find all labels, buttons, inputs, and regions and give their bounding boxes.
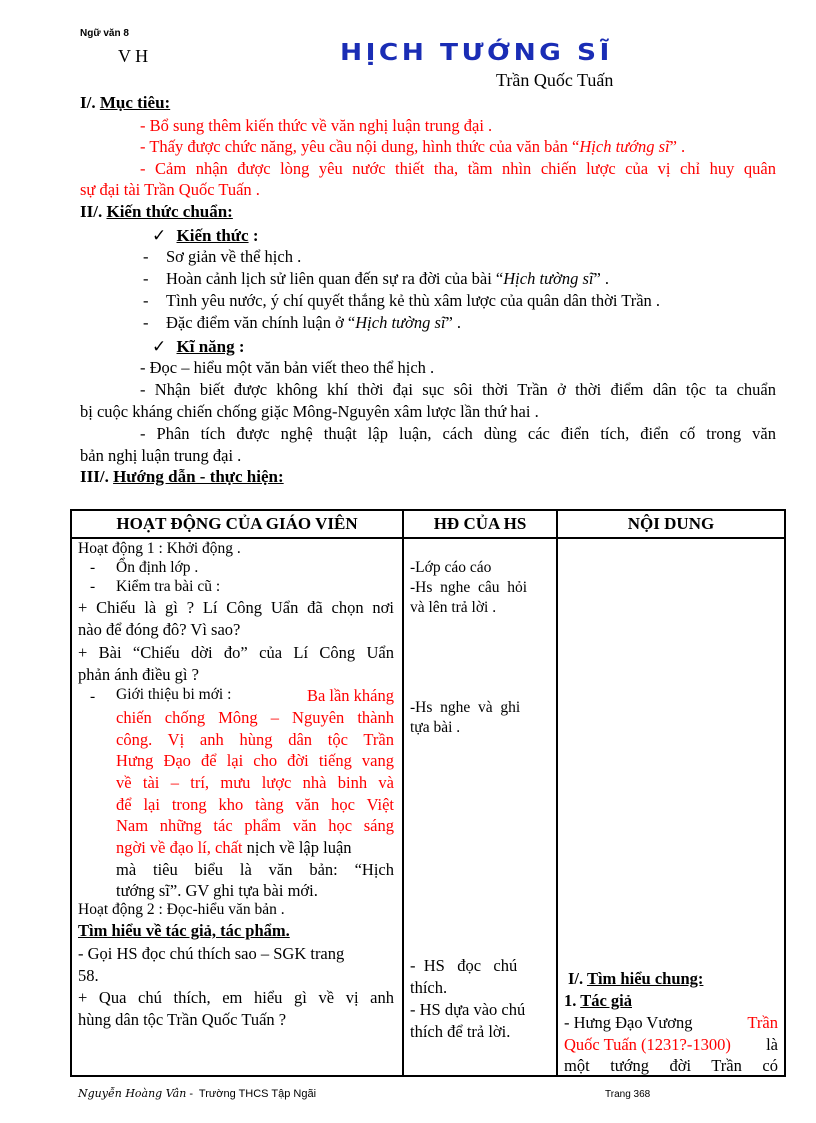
intro-line-6: để lại trong kho tàng văn học Việt (116, 795, 394, 814)
student-line: thích để trả lời. (410, 1022, 511, 1041)
knowledge-item-3: Tình yêu nước, ý chí quyết thắng kẻ thù xâm lược của quân dân thời Trần . (166, 291, 661, 310)
page-number: Trang 368 (605, 1089, 651, 1100)
page-title: HỊCH TƯỚNG SĨ (340, 40, 613, 66)
student-line: - HS dựa vào chú (410, 1000, 526, 1019)
intro-line-1: Giới thiệu bi mới : Ba lần kháng (116, 686, 394, 705)
header-student: HĐ CỦA HS (403, 510, 557, 538)
vh-label: V H (118, 46, 149, 66)
intro-line-5: về tài – trí, mưu lược nhà binh và (116, 773, 394, 792)
question-1a: + Chiếu là gì ? Lí Công Uẩn đã chọn nơi (78, 598, 394, 617)
intro-line-2: chiến chống Mông – Nguyên thành (116, 708, 394, 727)
intro-line-7: Nam những tác phẩm văn học sáng (116, 816, 394, 835)
section2-heading: II/. Kiến thức chuẩn: (80, 202, 233, 221)
objective-item-3: - Cảm nhận được lòng yêu nước thiết tha, tầm nhìn chiến lược của vị chỉ huy quân (140, 159, 776, 178)
bullet-order: Ổn định lớp . (116, 559, 199, 576)
section3-heading: III/. Hướng dẫn - thực hiện: (80, 467, 284, 486)
student-line: tựa bài . (410, 719, 461, 736)
find-heading: Tìm hiểu về tác giả, tác phẩm. (78, 921, 290, 940)
footer-author: Nguyễn Hoàng Vân - Trường THCS Tập Ngãi (78, 1087, 317, 1100)
bullet-check: Kiểm tra bài cũ : (116, 578, 221, 595)
objective-item-2: - Thấy được chức năng, yêu cầu nội dung, hình thức của văn bản “Hịch tướng sĩ” . (140, 137, 686, 156)
student-line: thích. (410, 978, 448, 997)
request-1a: - Gọi HS đọc chú thích sao – SGK trang (78, 944, 345, 963)
content-line-1: - Hưng Đạo Vương Trần (564, 1013, 778, 1032)
subject-label: Ngữ văn 8 (80, 28, 129, 39)
teacher-cell: Hoạt động 1 : Khởi động . - Ổn định lớp . - Kiểm tra bài cũ : + Chiếu là gì ? Lí Công Uẩn đã chọn nơi nào để đóng đô? Vì sao? + Bài “Chiếu dời đo” của Lí Công Uẩn phản ánh điều gì ? - Giới thiệu bi mới : Ba lần kháng chiến chống Mông – Nguyên thành công. Vị anh hùng dân tộc Trần Hưng Đạo để lại cho đời tiếng vang về tài – trí, mưu lược nhà binh và để lại trong kho tàng văn học Việt Nam những tác phẩm văn học sáng ngời về đạo lí, chất nịch về lập luận mà tiêu biểu là văn bản: “Hịch tướng sĩ”. GV ghi tựa bài mới. Hoạt động 2 : Đọc-hiểu văn bản . Tìm hiểu về tác giả, tác phẩm. - Gọi HS đọc chú thích sao – SGK trang 58. + Qua chú thích, em hiểu gì về vị anh hùng dân tộc Trần Quốc Tuấn ? (71, 538, 403, 1076)
question-1b: nào để đóng đô? Vì sao? (78, 620, 241, 639)
student-line: -Lớp cáo cáo (410, 559, 492, 576)
skills-heading: ✓ Kĩ năng : (152, 337, 245, 357)
intro-line-9: mà tiêu biểu là văn bản: “Hịch (116, 860, 394, 879)
header-content: NỘI DUNG (557, 510, 785, 538)
student-line: -Hs nghe và ghi (410, 699, 521, 716)
activity-2: Hoạt động 2 : Đọc-hiểu văn bản . (78, 901, 285, 918)
check-icon: ✓ (152, 337, 167, 357)
check-icon: ✓ (152, 226, 167, 246)
objective-item-1: - Bổ sung thêm kiến thức về văn nghị luận trung đại . (140, 116, 493, 135)
skill-item-3-cont: bản nghị luận trung đại . (80, 446, 242, 465)
intro-line-8: ngời về đạo lí, chất nịch về lập luận (116, 838, 352, 857)
skill-item-2: - Nhận biết được không khí thời đại sục sôi thời Trần ở thời điểm dân tộc ta chuẩn (140, 380, 776, 399)
skill-item-1: - Đọc – hiểu một văn bản viết theo thể hịch . (140, 358, 435, 377)
knowledge-item-1: Sơ giản về thể hịch . (166, 247, 302, 266)
question-2a: + Bài “Chiếu dời đo” của Lí Công Uẩn (78, 643, 394, 662)
skill-item-2-cont: bị cuộc kháng chiến chống giặc Mông-Nguyên xâm lược lần thứ hai . (80, 402, 539, 421)
student-line: -Hs nghe câu hỏi (410, 579, 528, 596)
question-2b: phản ánh điều gì ? (78, 665, 199, 684)
table-row (71, 538, 785, 1076)
skill-item-3: - Phân tích được nghệ thuật lập luận, cách dùng các điển tích, điển cố trong văn (140, 424, 776, 443)
content-heading-2: 1. Tác giả (564, 991, 632, 1010)
content-line-3: một tướng đời Trần có (564, 1056, 778, 1075)
request-2b: hùng dân tộc Trần Quốc Tuấn ? (78, 1010, 287, 1029)
header-teacher: HOẠT ĐỘNG CỦA GIÁO VIÊN (71, 510, 403, 538)
student-line: - HS đọc chú (410, 956, 518, 975)
student-cell (403, 538, 557, 1076)
section1-heading: I/. Mục tiêu: (80, 93, 171, 112)
content-heading-1: I/. Tìm hiểu chung: (568, 969, 704, 988)
intro-line-3: công. Vị anh hùng dân tộc Trần (116, 730, 394, 749)
content-line-2: Quốc Tuấn (1231?-1300) là (564, 1035, 778, 1054)
request-2a: + Qua chú thích, em hiểu gì về vị anh (78, 988, 394, 1007)
request-1b: 58. (78, 966, 99, 985)
objective-item-3-cont: sự đại tài Trần Quốc Tuấn . (80, 180, 260, 199)
knowledge-item-2: Hoàn cảnh lịch sử liên quan đến sự ra đời của bài “Hịch tường sĩ” . (166, 269, 610, 288)
student-line: và lên trả lời . (410, 599, 497, 616)
lesson-table (70, 509, 786, 1077)
knowledge-item-4: Đặc điểm văn chính luận ở “Hịch tường sĩ” . (166, 313, 462, 332)
intro-line-10: tướng sĩ”. GV ghi tựa bài mới. (116, 881, 318, 900)
content-cell (557, 538, 785, 1076)
knowledge-heading: ✓ Kiến thức : (152, 226, 259, 246)
activity-1: Hoạt động 1 : Khởi động . (78, 540, 241, 557)
table-header-row (71, 510, 785, 538)
author-name: Trần Quốc Tuấn (496, 70, 614, 90)
intro-line-4: Hưng Đạo để lại cho đời tiếng vang (116, 751, 394, 770)
